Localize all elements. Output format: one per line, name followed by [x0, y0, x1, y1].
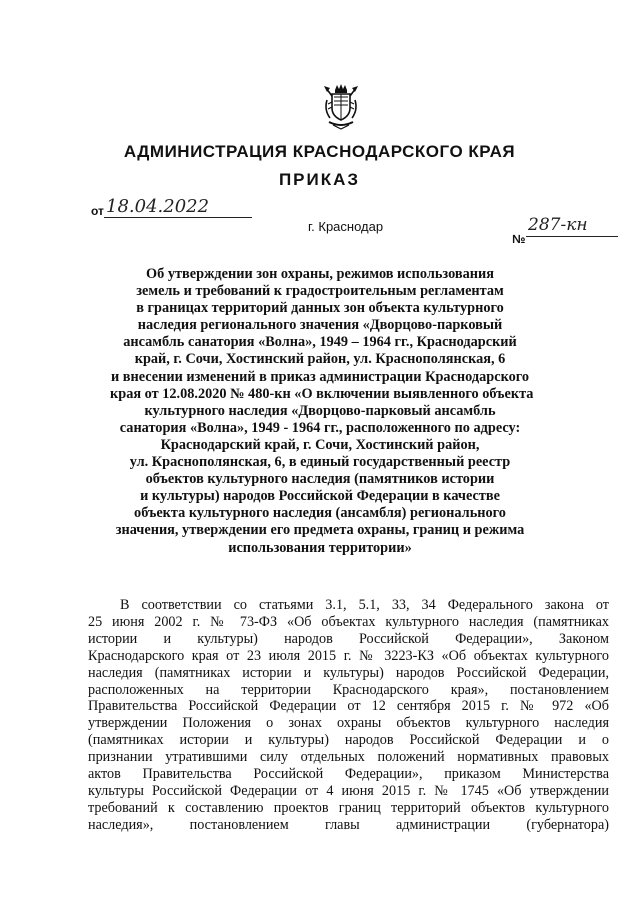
title-line: и культуры) народов Российской Федерации в качестве — [140, 488, 500, 505]
body-line: истории и культуры) народов Российской Федерации», Законом — [88, 630, 609, 647]
body-line: наследия (памятниках истории и культуры) народов Российской Федерации, — [88, 664, 609, 681]
title-line: использования территории» — [228, 539, 412, 556]
date-prefix: от — [91, 204, 104, 218]
document-type: ПРИКАЗ — [278, 170, 361, 189]
body-line: расположенных на территории Краснодарского края», постановлением — [88, 681, 609, 698]
title-line: Об утверждении зон охраны, режимов использования — [146, 266, 494, 282]
body-line: Краснодарского края от 23 июля 2015 г. № 3223-КЗ «Об объектах культурного — [88, 647, 609, 664]
body-line: 25 июня 2002 г. № 73-ФЗ «Об объектах культурного наследия (памятниках — [88, 613, 609, 630]
city-label: г. Краснодар — [308, 219, 384, 234]
title-line: ул. Краснополянская, 6, в единый государственный реестр — [129, 454, 511, 471]
title-line: края от 12.08.2020 № 480-кн «О включении выявленного объекта — [110, 385, 534, 402]
body-line: В соответствии со статьями 3.1, 5.1, 33, 34 Федерального закона от — [120, 597, 609, 613]
organization-name: АДМИНИСТРАЦИЯ КРАСНОДАРСКОГО КРАЯ — [123, 142, 516, 161]
title-line: значения, утверждении его предмета охраны, границ и режима — [115, 522, 525, 539]
title-line: санатория «Волна», 1949 - 1964 гг., расположенного по адресу: — [119, 419, 521, 436]
body-line: признании утратившими силу отдельных положений нормативных правовых — [88, 749, 609, 766]
body-line: (памятниках истории и культуры) народов Российской Федерации и о — [88, 732, 609, 749]
title-line: наследия регионального значения «Дворцово-парковый — [137, 317, 503, 334]
body-line: утверждении Положения о зонах охраны объектов культурного наследия — [88, 715, 609, 732]
handwritten-date: 18.04.2022 — [106, 196, 210, 217]
title-line: культурного наследия «Дворцово-парковый ансамбль — [144, 402, 496, 419]
title-line: в границах территорий данных зон объекта культурного — [136, 300, 504, 317]
title-line: земель и требований к градостроительным регламентам — [136, 283, 504, 300]
document-title — [110, 266, 534, 557]
handwritten-number: 287-кн — [528, 215, 588, 235]
body-line: требований к составлению проектов границ территорий объектов культурного — [88, 799, 609, 816]
title-line: объектов культурного наследия (памятников истории — [145, 471, 495, 488]
number-underline — [526, 236, 618, 237]
title-line: объекта культурного наследия (ансамбля) регионального — [134, 505, 506, 522]
title-line: край, г. Сочи, Хостинский район, ул. Краснополянская, 6 — [134, 351, 506, 368]
body-line: актов Правительства Российской Федерации», приказом Министерства — [88, 766, 609, 783]
title-line: Краснодарский край, г. Сочи, Хостинский район, — [160, 436, 480, 453]
title-line: ансамбль санатория «Волна», 1949 – 1964 гг., Краснодарский — [123, 334, 517, 351]
date-underline — [104, 217, 252, 218]
body-paragraph — [88, 597, 609, 834]
number-prefix: № — [512, 232, 526, 246]
body-line: наследия», постановлением главы администрации (губернатора) — [88, 816, 609, 833]
body-line: Правительства Российской Федерации от 12 сентября 2015 г. № 972 «Об — [88, 698, 609, 715]
coat-of-arms-icon — [321, 82, 361, 130]
body-line: культуры Российской Федерации от 4 июня 2015 г. № 1745 «Об утверждении — [88, 782, 609, 799]
title-line: и внесении изменений в приказ администрации Краснодарского — [110, 368, 530, 385]
